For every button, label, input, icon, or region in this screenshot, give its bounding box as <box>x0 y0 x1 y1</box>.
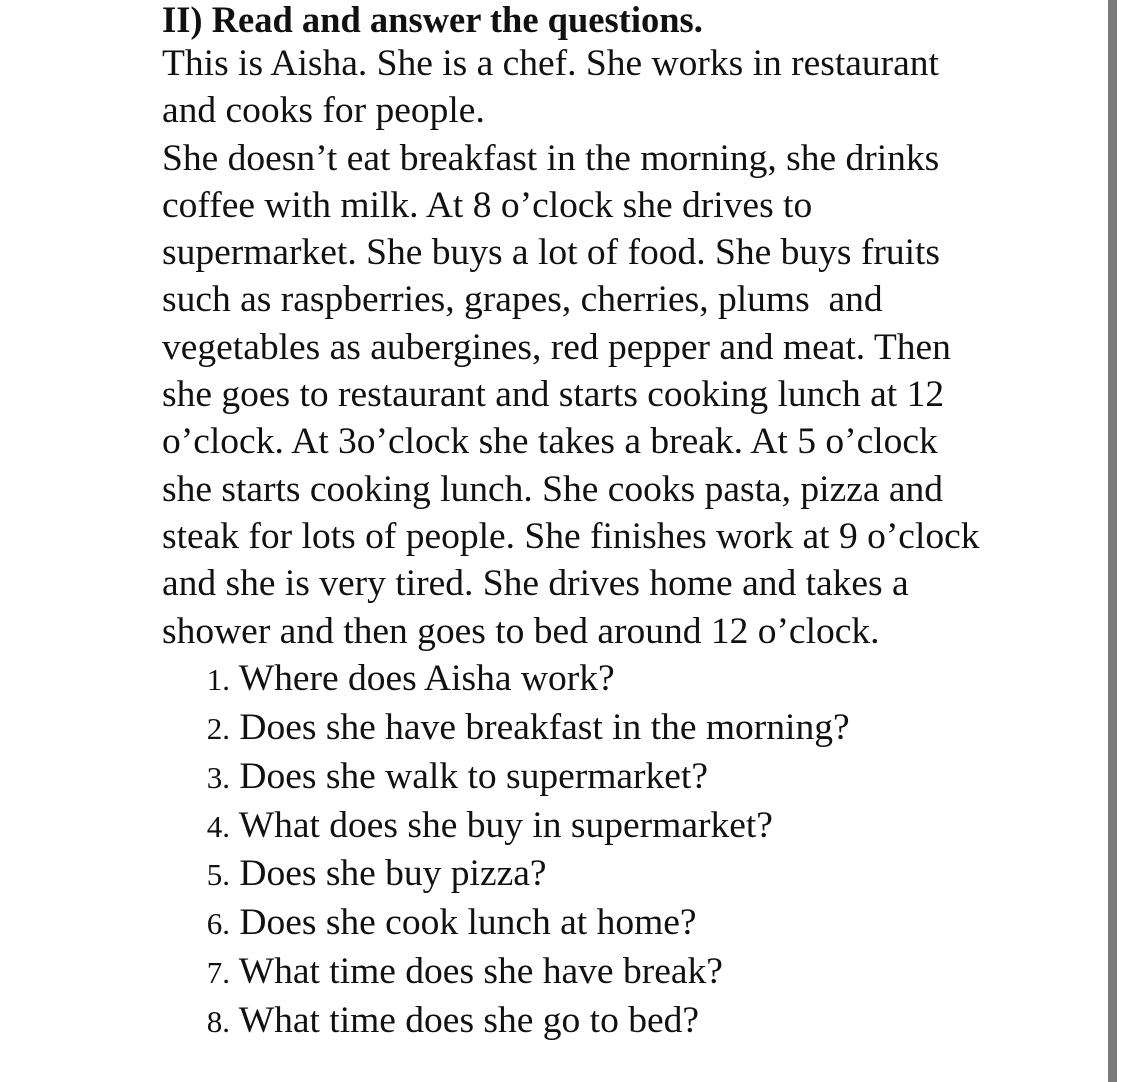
question-number: 1. <box>206 661 230 697</box>
passage-line: She doesn’t eat breakfast in the morning, she drinks <box>162 137 940 179</box>
question-number: 2. <box>206 710 230 746</box>
question-number: 6. <box>206 906 230 942</box>
passage-line: This is Aisha. She is a chef. She works in restaurant <box>162 43 939 84</box>
question-text: Does she buy pizza? <box>239 853 547 895</box>
question-text: Does she have breakfast in the morning? <box>239 706 850 748</box>
question-text: Does she walk to supermarket? <box>239 755 708 797</box>
reading-passage <box>162 40 1062 655</box>
question-text: What time does she have break? <box>238 951 723 993</box>
question-item <box>162 997 1062 1046</box>
passage-line: she starts cooking lunch. She cooks pasta, pizza and <box>162 468 944 510</box>
right-edge-bar <box>1108 0 1117 1082</box>
question-text: Does she cook lunch at home? <box>239 902 697 944</box>
question-item <box>162 753 1062 802</box>
passage-line: o’clock. At 3o’clock she takes a break. At 5 o’clock <box>162 421 938 463</box>
question-item <box>162 948 1062 997</box>
question-item <box>162 850 1062 899</box>
question-item <box>162 802 1062 851</box>
question-item <box>162 704 1062 753</box>
question-number: 4. <box>206 808 230 844</box>
passage-line: she goes to restaurant and starts cooking lunch at 12 <box>162 374 945 416</box>
passage-line: shower and then goes to bed around 12 o’clock. <box>162 610 880 652</box>
question-number: 5. <box>206 857 230 893</box>
question-number: 3. <box>206 759 230 795</box>
exercise-content <box>162 0 1062 1046</box>
question-text: What time does she go to bed? <box>238 1000 699 1042</box>
question-text: What does she buy in supermarket? <box>238 804 773 846</box>
passage-line: coffee with milk. At 8 o’clock she drives to <box>162 184 813 226</box>
passage-line: such as raspberries, grapes, cherries, plums and <box>162 279 883 321</box>
exercise-heading: II) Read and answer the questions. <box>162 0 703 40</box>
passage-line: vegetables as aubergines, red pepper and meat. Then <box>162 326 951 368</box>
passage-line: and she is very tired. She drives home and takes a <box>162 563 909 605</box>
passage-line: steak for lots of people. She finishes work at 9 o’clock <box>162 515 980 557</box>
question-text: Where does Aisha work? <box>238 657 615 699</box>
question-item <box>162 899 1062 948</box>
question-list <box>162 655 1062 1046</box>
question-number: 8. <box>206 1004 230 1040</box>
passage-line: and cooks for people. <box>162 90 485 132</box>
question-item <box>162 655 1062 704</box>
passage-line: supermarket. She buys a lot of food. She buys fruits <box>162 232 941 274</box>
question-number: 7. <box>206 955 230 991</box>
